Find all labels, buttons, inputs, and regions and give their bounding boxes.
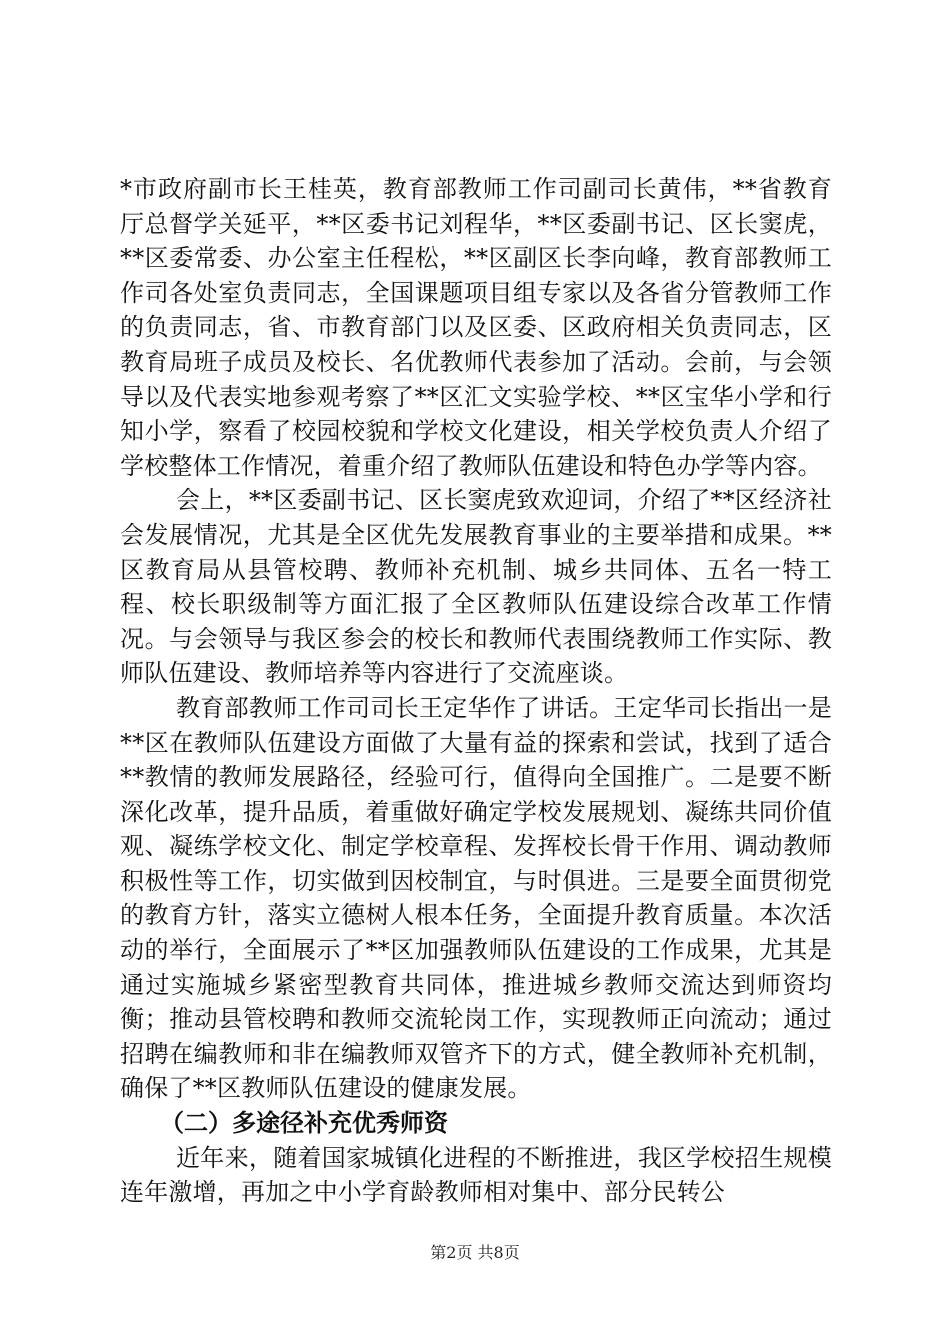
section-heading: （二）多途径补充优秀师资 bbox=[160, 1109, 448, 1138]
paragraph-2: 会上，**区委副书记、区长窦虎致欢迎词，介绍了**区经济社会发展情况，尤其是全区优先发展教育事业的主要举措和成果。**区教育局从县管校聘、教师补充机制、城乡共同体、五名一特工程、校长职级制等方面汇报了全区教师队伍建设综合改革工作情况。与会领导与我区参会的校长和教师代表围绕教师工作实际、教师队伍建设、教师培养等内容进行了交流座谈。 bbox=[120, 486, 832, 688]
document-body bbox=[120, 172, 832, 1210]
page-footer: 第2页 共8页 bbox=[430, 1243, 520, 1262]
paragraph-3: 教育部教师工作司司长王定华作了讲话。王定华司长指出一是**区在教师队伍建设方面做了大量有益的探索和尝试，找到了适合**教情的教师发展路径，经验可行，值得向全国推广。二是要不断深化改革，提升品质，着重做好确定学校发展规划、凝练共同价值观、凝练学校文化、制定学校章程、发挥校长骨干作用、调动教师积极性等工作，切实做到因校制宜，与时俱进。三是要全面贯彻党的教育方针，落实立德树人根本任务，全面提升教育质量。本次活动的举行，全面展示了**区加强教师队伍建设的工作成果，尤其是通过实施城乡紧密型教育共同体，推进城乡教师交流达到师资均衡；推动县管校聘和教师交流轮岗工作，实现教师正向流动；通过招聘在编教师和非在编教师双管齐下的方式，健全教师补充机制，确保了**区教师队伍建设的健康发展。 bbox=[120, 693, 832, 1103]
paragraph-1: *市政府副市长王桂英，教育部教师工作司副司长黄伟，**省教育厅总督学关延平，**区委书记刘程华，**区委副书记、区长窦虎，**区委常委、办公室主任程松，**区副区长李向峰，教育部教师工作司各处室负责同志，全国课题项目组专家以及各省分管教师工作的负责同志，省、市教育部门以及区委、区政府相关负责同志，区教育局班子成员及校长、名优教师代表参加了活动。会前，与会领导以及代表实地参观考察了**区汇文实验学校、**区宝华小学和行知小学，察看了校园校貌和学校文化建设，相关学校负责人介绍了学校整体工作情况，着重介绍了教师队伍建设和特色办学等内容。 bbox=[120, 175, 832, 480]
paragraph-4: 近年来，随着国家城镇化进程的不断推进，我区学校招生规模连年激增，再加之中小学育龄教师相对集中、部分民转公 bbox=[120, 1143, 832, 1207]
